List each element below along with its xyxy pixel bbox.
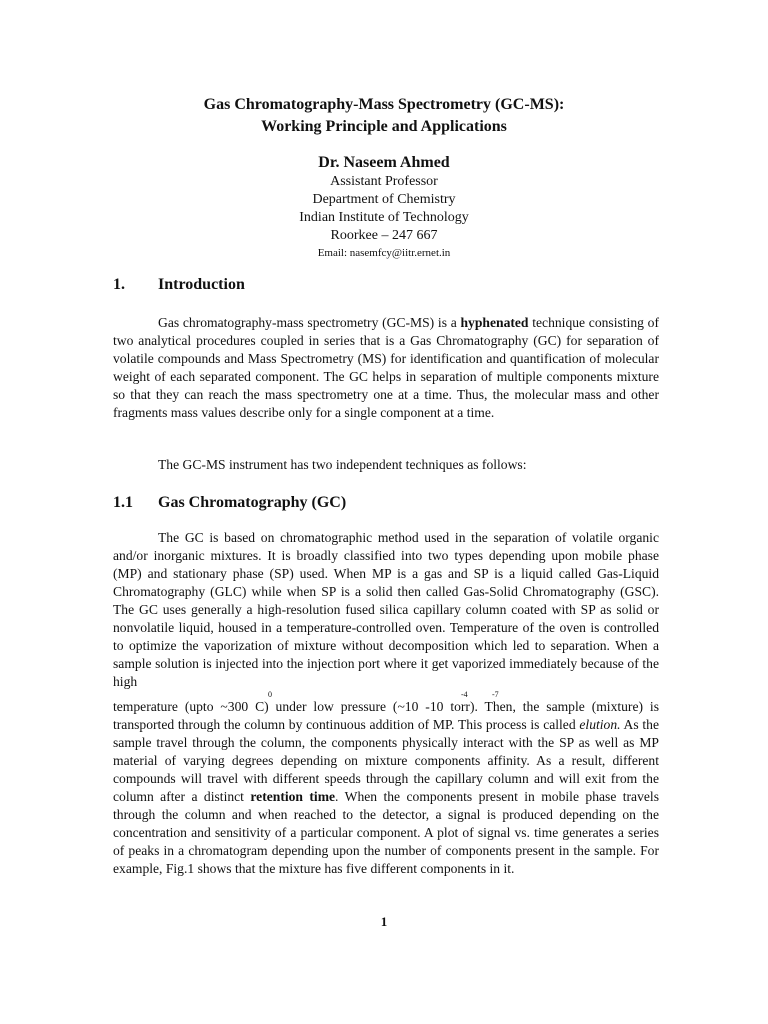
intro-paragraph-2	[113, 456, 659, 474]
author-position: Assistant Professor	[330, 174, 438, 189]
author-email: Email: nasemfcy@iitr.ernet.in	[317, 247, 451, 259]
italic-term-elution: elution.	[579, 717, 621, 732]
section-number: 1.	[113, 276, 125, 293]
superscript-exponent-2: -7	[492, 690, 499, 699]
text-run: technique consisting of two analytical procedures coupled in series that is a Gas Chromatography (GC) for separation of volatile compounds and Mass Spectrometry (MS) for identification and quantification of molecular weight of each separated component. The GC helps in separation of multiple components mixture so that they can reach the mass spectrometry one at a time. Thus, the molecular mass and other fragments mass values describe only for a single component at a time.	[113, 315, 659, 420]
bold-term-retention-time: retention time	[250, 789, 336, 804]
text-run: As the sample travel through the column, the components physically interact with the SP as well as MP material of varying degrees depending on mixture components affinity. As a result, different compounds will travel with different speeds through the capillary column and will exit from the column after a distinct	[113, 717, 660, 804]
author-institute: Indian Institute of Technology	[299, 210, 469, 225]
section-number: 1.1	[113, 494, 133, 511]
intro-paragraph-1	[113, 314, 659, 422]
text-run: The GC is based on chromatographic method used in the separation of volatile organic and/or inorganic mixtures. It is broadly classified into two types depending upon mobile phase (MP) and stationary phase (SP) used. When MP is a gas and SP is a liquid called Gas-Liquid Chromatography (GLC) while when SP is a solid then called Gas-Solid Chromatography (GSC). The GC uses generally a high-resolution fused silica capillary column coated with SP as solid or nonvolatile liquid, housed in a temperature-controlled oven. Temperature of the oven is controlled to optimize the vaporization of mixture without decomposition which led to separation. When a sample solution is injected into the injection port where it get vaporized immediately because of the high	[113, 530, 659, 689]
bold-term-hyphenated: hyphenated	[460, 315, 529, 330]
superscript-exponent-1: -4	[461, 690, 468, 699]
text-run: Gas chromatography-mass spectrometry (GC-MS) is a	[158, 315, 461, 330]
text-run: temperature (upto ~300 C) under low pressure (~10 -10 torr). Then, the sample (mixture) is transported through the column by continuous addition of MP. This process is called	[113, 699, 659, 732]
text-run: . When the components present in mobile phase travels through the column and when reached to the detector, a signal is produced depending on the concentration and sensitivity of a particular component. A plot of signal vs. time generates a series of peaks in a chromatogram depending upon the number of components present in the sample. For example, Fig.1 shows that the mixture has five different components in it.	[113, 789, 659, 876]
title-line-2: Working Principle and Applications	[261, 118, 507, 135]
author-name: Dr. Naseem Ahmed	[318, 154, 450, 171]
page-number: 1	[380, 914, 388, 929]
section-title: Introduction	[158, 276, 245, 293]
text-run: The GC-MS instrument has two independent techniques as follows:	[158, 457, 527, 472]
gc-paragraph-part-2	[113, 698, 659, 878]
superscript-degree: 0	[268, 690, 272, 699]
author-city: Roorkee – 247 667	[330, 228, 438, 243]
author-department: Department of Chemistry	[312, 192, 456, 207]
title-line-1: Gas Chromatography-Mass Spectrometry (GC-MS):	[203, 96, 565, 113]
gc-paragraph-part-1	[113, 529, 659, 691]
section-title: Gas Chromatography (GC)	[158, 494, 347, 511]
paper-title	[0, 94, 768, 138]
